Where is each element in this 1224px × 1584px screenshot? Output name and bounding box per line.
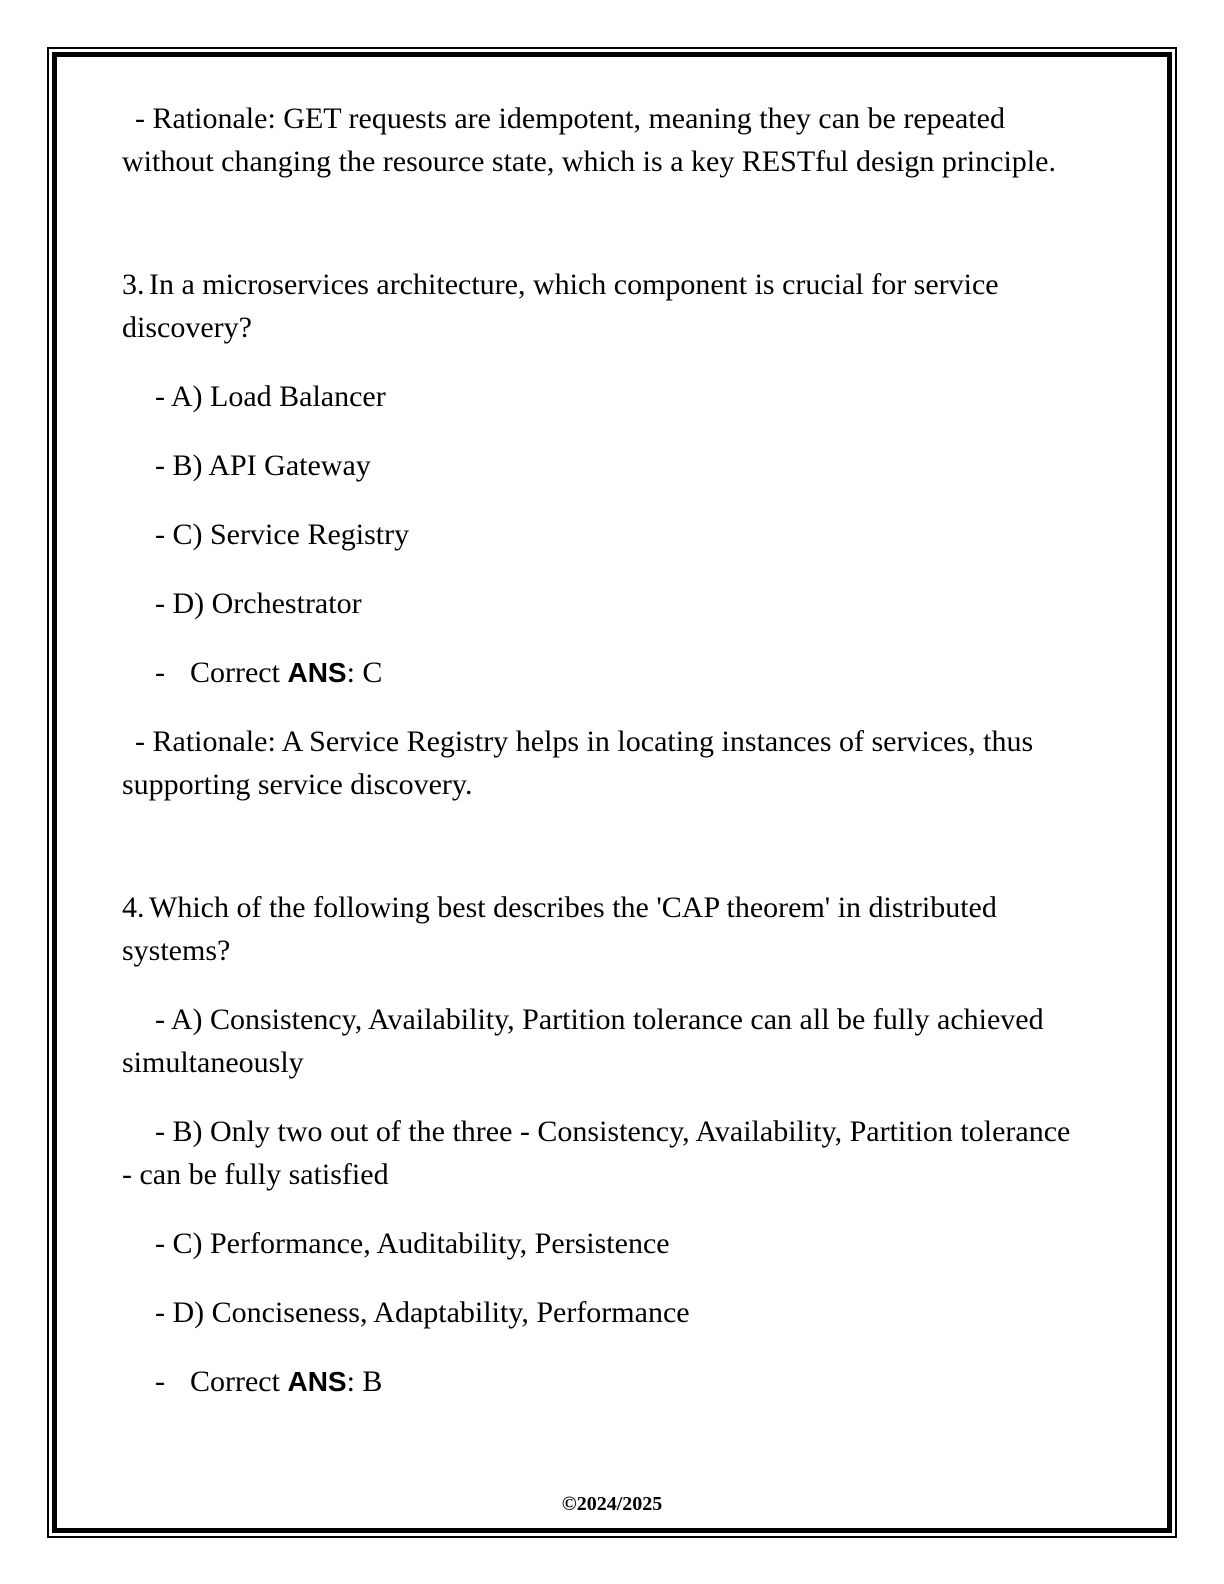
answer-label: ANS xyxy=(287,657,347,688)
answer-dash: - xyxy=(155,1365,165,1398)
question-3-option-c: - C) Service Registry xyxy=(155,518,410,551)
question-3-option-a: - A) Load Balancer xyxy=(155,380,386,413)
question-4-option-a: - A) Consistency, Availability, Partition tolerance can all be fully achieved simultaneously xyxy=(122,1003,1044,1079)
question-3-option-b: - B) API Gateway xyxy=(155,449,371,482)
question-3-option-d: - D) Orchestrator xyxy=(155,587,362,620)
page-footer: ©2024/2025 xyxy=(561,1493,663,1515)
document-content xyxy=(122,97,1080,1429)
question-3 xyxy=(122,263,1080,349)
question-4-number: 4. xyxy=(122,891,145,924)
question-4-text: Which of the following best describes the 'CAP theorem' in distributed systems? xyxy=(122,891,997,967)
question-3-number: 3. xyxy=(122,268,145,301)
question-3-text: In a microservices architecture, which component is crucial for service discovery? xyxy=(122,268,999,344)
question-4 xyxy=(122,886,1080,972)
rationale-previous-question: - Rationale: GET requests are idempotent, meaning they can be repeated without changing the resource state, which is a key RESTful design principle. xyxy=(122,102,1056,178)
question-3-answer xyxy=(122,651,1080,694)
answer-prefix: Correct xyxy=(190,656,288,689)
question-4-option-b: - B) Only two out of the three - Consistency, Availability, Partition tolerance - can be fully satisfied xyxy=(122,1115,1071,1191)
answer-prefix: Correct xyxy=(190,1365,288,1398)
question-4-answer xyxy=(122,1360,1080,1403)
question-4-option-d: - D) Conciseness, Adaptability, Performance xyxy=(155,1296,690,1329)
answer-dash: - xyxy=(155,656,165,689)
answer-label: ANS xyxy=(287,1366,347,1397)
question-4-option-c: - C) Performance, Auditability, Persistence xyxy=(155,1227,670,1260)
answer-value: : C xyxy=(346,656,383,689)
answer-value: : B xyxy=(346,1365,383,1398)
rationale-question-3: - Rationale: A Service Registry helps in locating instances of services, thus supporting service discovery. xyxy=(122,725,1034,801)
